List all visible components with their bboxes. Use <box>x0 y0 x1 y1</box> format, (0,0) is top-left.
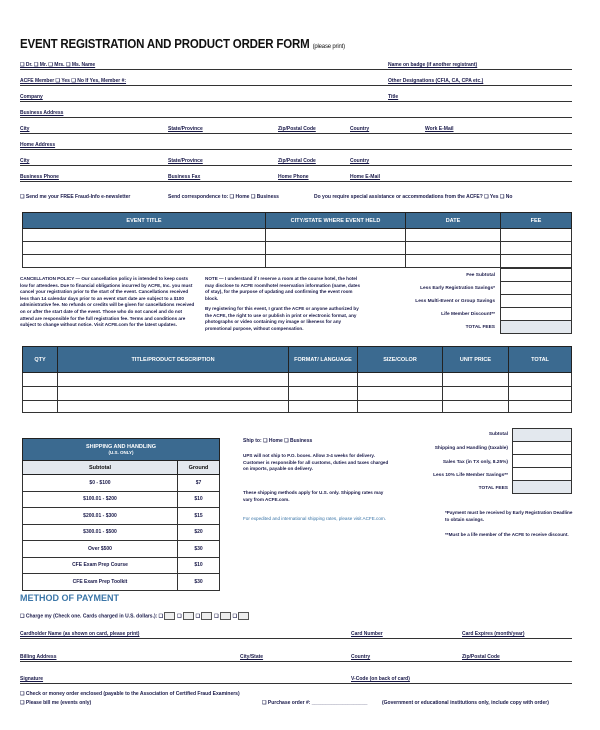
ground-rate: $20 <box>178 524 220 541</box>
page-title <box>20 37 345 51</box>
zip-label: Zip/Postal Code <box>462 654 500 660</box>
business-city-field[interactable] <box>20 122 572 134</box>
shipping-title <box>23 439 220 461</box>
col-subtotal: Subtotal <box>23 461 178 475</box>
designations-label: Other Designations (CFIA, CA, CPA etc.) <box>388 78 484 84</box>
ground-rate: $10 <box>178 557 220 574</box>
shipping-handling-label: Shipping and Handling (taxable) <box>434 446 508 451</box>
subtotal-label: Subtotal <box>488 432 508 437</box>
group-savings-label: Less Multi-Event or Group Savings <box>415 299 495 304</box>
name-label: ❑ Dr. ❑ Mr. ❑ Mrs. ❑ Ms. Name <box>20 62 96 68</box>
vcode-label: V-Code (on back of card) <box>351 676 410 682</box>
card-logo-icon[interactable] <box>201 612 212 620</box>
shipping-title-text: SHIPPING AND HANDLING <box>85 443 157 450</box>
footnote-life: **Must be a life member of the ACFE to receive discount. <box>445 532 569 537</box>
life-member-label: Life Member Discount** <box>441 312 495 317</box>
badge-name-label: Name on badge (if another registrant) <box>388 62 478 68</box>
subtotal-range: CFE Exam Prep Toolkit <box>23 574 178 591</box>
footnote-early: *Payment must be received by Early Registration Deadline to obtain savings. <box>445 510 573 522</box>
state-label: State/Province <box>168 158 203 164</box>
subtotal-range: CFE Exam Prep Course <box>23 557 178 574</box>
col-total: TOTAL <box>509 347 572 373</box>
life-member-savings-box[interactable] <box>512 467 572 481</box>
col-event-title: EVENT TITLE <box>23 213 266 229</box>
billing-field[interactable] <box>20 650 572 662</box>
business-fax-label: Business Fax <box>168 174 201 180</box>
col-unit-price: UNIT PRICE <box>443 347 509 373</box>
life-member-savings-label: Less 10% Life Member Savings** <box>433 473 508 478</box>
table-row <box>23 508 220 525</box>
total-fees-label: TOTAL FEES <box>465 325 495 330</box>
phone-field[interactable] <box>20 170 572 182</box>
po-note: (Government or educational institutions only, include copy with order) <box>382 700 549 706</box>
state-label: State/Province <box>168 126 203 132</box>
business-phone-label: Business Phone <box>20 174 59 180</box>
col-fee: FEE <box>501 213 572 229</box>
cardholder-label: Cardholder Name (as shown on card, please print) <box>20 631 140 637</box>
order-total-label: TOTAL FEES <box>478 486 508 491</box>
city-label: City <box>20 126 30 132</box>
home-address-label: Home Address <box>20 142 56 148</box>
sales-tax-label: Sales Tax (in TX only, 8.25%) <box>442 460 508 465</box>
col-date: DATE <box>406 213 501 229</box>
charge-label: ❑ Charge my (Check one. Cards charged in U.S. dollars.): <box>20 613 158 620</box>
hotel-note: NOTE — I understand if I reserve a room at the course hotel, the hotel may disclose to ACFE room/hotel reservation information (name, dates of stay), for the purpose of updating and confirming the event room block. <box>205 276 361 301</box>
zip-label: Zip/Postal Code <box>278 158 316 164</box>
payment-heading: METHOD OF PAYMENT <box>20 593 120 603</box>
col-size-color: SIZE/COLOR <box>358 347 443 373</box>
product-table <box>22 346 572 413</box>
home-email-label: Home E-Mail <box>350 174 381 180</box>
assistance-option[interactable]: Do you require special assistance or accommodations from the ACFE? ❑ Yes ❑ No <box>314 194 513 200</box>
photo-release: By registering for this event, I grant the ACFE or anyone authorized by the ACFE, the right to use or publish in print or electronic format, any photographs or video containing my image or likeness for any promotional purpose, without compensation. <box>205 306 359 331</box>
table-row[interactable] <box>23 229 572 242</box>
work-email-label: Work E-Mail <box>425 126 454 132</box>
ground-rate: $10 <box>178 491 220 508</box>
correspondence-option[interactable]: Send correspondence to: ❑ Home ❑ Business <box>168 194 279 200</box>
event-table <box>22 212 572 268</box>
table-row[interactable] <box>23 373 572 387</box>
ground-rate: $15 <box>178 508 220 525</box>
ground-rate: $7 <box>178 475 220 492</box>
country-label: Country <box>351 654 371 660</box>
company-field[interactable] <box>20 90 572 102</box>
home-phone-label: Home Phone <box>278 174 309 180</box>
group-savings-box[interactable] <box>500 294 572 308</box>
table-row <box>23 574 220 591</box>
bill-me-option[interactable]: ❑ Please bill me (events only) <box>20 700 92 706</box>
charge-option[interactable]: ❑ Charge my (Check one. Cards charged in U.S. dollars.): ❑ ❑ ❑ ❑ ❑ <box>20 612 251 620</box>
member-label: ACFE Member ❑ Yes ❑ No If Yes, Member #: <box>20 78 127 84</box>
home-city-field[interactable] <box>20 154 572 166</box>
city-label: City <box>20 158 30 164</box>
name-field[interactable] <box>20 58 572 70</box>
billing-label: Billing Address <box>20 654 57 660</box>
order-total-box <box>512 480 572 494</box>
card-logo-icon[interactable] <box>238 612 249 620</box>
fee-subtotal-label: Fee Subtotal <box>466 273 495 278</box>
business-address-label: Business Address <box>20 110 64 116</box>
early-savings-box[interactable] <box>500 281 572 295</box>
us-only-note: These shipping methods apply for U.S. only. Shipping rates may vary from ACFE.com. <box>243 490 384 502</box>
fee-subtotal-box[interactable] <box>500 268 572 282</box>
shipping-handling-box[interactable] <box>512 441 572 455</box>
signature-label: Signature <box>20 676 44 682</box>
table-row[interactable] <box>23 387 572 401</box>
cardholder-field[interactable] <box>20 627 572 639</box>
col-format: FORMAT/ LANGUAGE <box>289 347 358 373</box>
title-label: Title <box>388 94 399 100</box>
city-state-label: City/State <box>240 654 264 660</box>
ground-rate: $30 <box>178 541 220 558</box>
title-note: (please print) <box>312 43 345 50</box>
purchase-order-field[interactable]: ❑ Purchase order #: ____________________ <box>262 700 368 706</box>
country-label: Country <box>350 126 370 132</box>
subtotal-range: $100.01 - $200 <box>23 491 178 508</box>
table-row <box>23 541 220 558</box>
shipping-subtitle: (U.S. ONLY) <box>108 449 134 455</box>
country-label: Country <box>350 158 370 164</box>
card-logo-icon[interactable] <box>183 612 194 620</box>
card-logo-icon[interactable] <box>164 612 175 620</box>
col-description: TITLE/PRODUCT DESCRIPTION <box>58 347 289 373</box>
table-row <box>23 491 220 508</box>
member-field[interactable] <box>20 74 572 86</box>
sales-tax-box[interactable] <box>512 454 572 468</box>
subtotal-range: Over $500 <box>23 541 178 558</box>
card-number-label: Card Number <box>351 631 383 637</box>
table-row[interactable] <box>23 401 572 413</box>
table-row <box>23 524 220 541</box>
col-city-state: CITY/STATE WHERE EVENT HELD <box>266 213 406 229</box>
cancellation-policy: CANCELLATION POLICY — Our cancellation policy is intended to keep costs low for attendees. Due to financial obligations incurred by ACFE, Inc. you must cancel your registration prior to the start of the event. Cancellations received less than 14 calendar days prior to an event start date are subject to a $100 administrative fee. No refunds or credits will be given for cancellations received on or after the start date of the event. Those who do not cancel and do not attend are responsible for the full registration fee. Terms and conditions are subject to change without notice. Visit ACFE.com for the latest updates. <box>20 276 195 328</box>
title-text: EVENT REGISTRATION AND PRODUCT ORDER FORM <box>20 37 310 51</box>
table-row <box>23 475 220 492</box>
zip-label: Zip/Postal Code <box>278 126 316 132</box>
home-address-field[interactable] <box>20 138 572 150</box>
subtotal-box <box>512 428 572 442</box>
total-fees-box <box>500 320 572 334</box>
business-address-field[interactable] <box>20 106 572 118</box>
expedited-note: For expedited and international shipping rates, please visit ACFE.com. <box>243 516 386 521</box>
expires-label: Card Expires (month/year) <box>462 631 525 637</box>
ship-to-option[interactable]: Ship to: ❑ Home ❑ Business <box>243 438 313 444</box>
check-option[interactable]: ❑ Check or money order enclosed (payable to the Association of Certified Fraud Examiners) <box>20 691 240 697</box>
life-member-box[interactable] <box>500 307 572 321</box>
table-row <box>23 557 220 574</box>
early-savings-label: Less Early Registration Savings* <box>420 286 495 291</box>
card-logo-icon[interactable] <box>220 612 231 620</box>
table-row[interactable] <box>23 242 572 255</box>
company-label: Company <box>20 94 43 100</box>
subtotal-range: $200.01 - $300 <box>23 508 178 525</box>
subtotal-range: $300.01 - $500 <box>23 524 178 541</box>
table-row[interactable] <box>23 255 572 268</box>
col-ground: Ground <box>178 461 220 475</box>
ups-note: UPS will not ship to P.O. boxes. Allow 3-4 weeks for delivery. Customer is responsible for all customs, duties and taxes charged on imports, payable on delivery. <box>243 453 389 472</box>
signature-field[interactable] <box>20 672 572 684</box>
ground-rate: $30 <box>178 574 220 591</box>
newsletter-checkbox[interactable]: ❑ Send me your FREE Fraud-Info e-newsletter <box>20 194 131 200</box>
shipping-table <box>22 438 220 591</box>
subtotal-range: $0 - $100 <box>23 475 178 492</box>
col-qty: QTY <box>23 347 58 373</box>
